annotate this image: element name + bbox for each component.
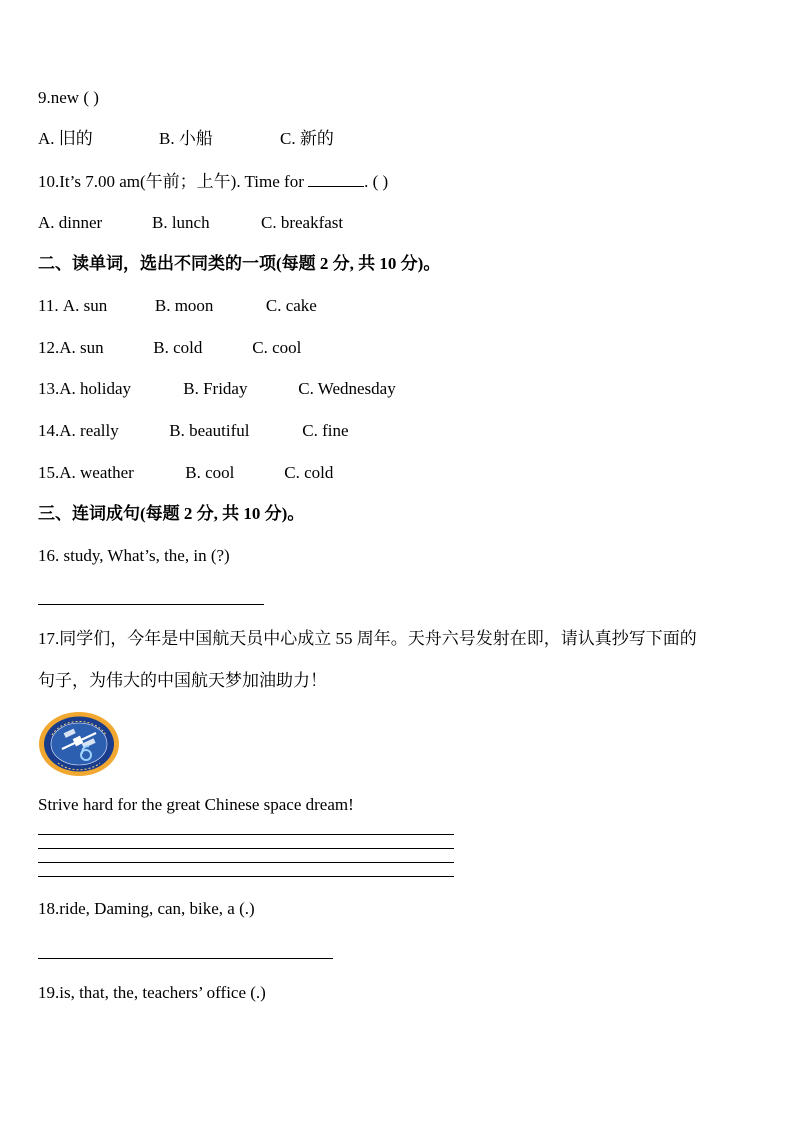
copy-line-3[interactable] <box>38 862 454 863</box>
option-b: B. moon <box>154 296 214 315</box>
question-number: 13. <box>38 379 60 398</box>
question-9 <box>38 87 99 109</box>
option-a: A. 旧的 <box>38 129 93 148</box>
option-c: C. fine <box>302 421 349 440</box>
option-a: A. really <box>59 421 119 440</box>
question-17-line-1: 17.同学们，今年是中国航天员中心成立 55 周年。天舟六号发射在即，请认真抄写下面的 <box>38 629 697 648</box>
option-b: B. cold <box>153 338 203 357</box>
option-c: C. cold <box>284 463 334 482</box>
answer-blank <box>308 170 364 187</box>
question-number: 11. <box>38 296 63 315</box>
option-a: A. sun <box>59 338 104 357</box>
option-a: A. weather <box>59 463 134 482</box>
copy-line-1[interactable] <box>38 834 454 835</box>
option-a: A. dinner <box>38 213 103 232</box>
question-10-bracket: . ( ) <box>364 172 389 191</box>
option-b: B. 小船 <box>159 129 213 148</box>
question-10 <box>38 170 388 193</box>
option-a: A. holiday <box>59 379 132 398</box>
option-b: B. cool <box>185 463 235 482</box>
question-number: 15. <box>38 463 60 482</box>
question-15 <box>38 462 333 484</box>
question-16: 16. study, What’s, the, in (?) <box>38 546 230 565</box>
option-c: C. breakfast <box>261 213 344 232</box>
section-2-title: 二、读单词，选出不同类的一项(每题 2 分, 共 10 分)。 <box>38 254 441 273</box>
section-3-title: 三、连词成句(每题 2 分, 共 10 分)。 <box>38 504 305 523</box>
option-c: C. Wednesday <box>298 379 396 398</box>
question-9-stem: 9.new ( ) <box>38 88 99 107</box>
question-10-options <box>38 212 343 234</box>
question-18: 18.ride, Daming, can, bike, a (.) <box>38 899 255 918</box>
option-c: C. cake <box>265 296 317 315</box>
question-number: 12. <box>38 338 60 357</box>
option-c: C. 新的 <box>280 129 334 148</box>
copy-line-2[interactable] <box>38 848 454 849</box>
question-10-stem: 10.It’s 7.00 am(午前；上午). Time for <box>38 172 309 191</box>
question-13 <box>38 378 396 400</box>
question-number: 14. <box>38 421 60 440</box>
question-19: 19.is, that, the, teachers’ office (.) <box>38 983 266 1002</box>
question-11 <box>38 295 317 317</box>
option-a: A. sun <box>62 296 108 315</box>
question-17-line-2: 句子，为伟大的中国航天梦加油助力！ <box>38 671 327 690</box>
option-c: C. cool <box>252 338 302 357</box>
question-17-sentence: Strive hard for the great Chinese space dream! <box>38 795 354 814</box>
option-b: B. beautiful <box>169 421 250 440</box>
question-12 <box>38 337 301 359</box>
question-9-options <box>38 128 334 150</box>
option-b: B. Friday <box>183 379 248 398</box>
answer-line-18[interactable] <box>38 958 333 959</box>
copy-line-4[interactable] <box>38 876 454 877</box>
tianzhou-6-mission-emblem-icon <box>38 711 120 777</box>
question-14 <box>38 420 349 442</box>
answer-line-16[interactable] <box>38 604 264 605</box>
option-b: B. lunch <box>152 213 210 232</box>
